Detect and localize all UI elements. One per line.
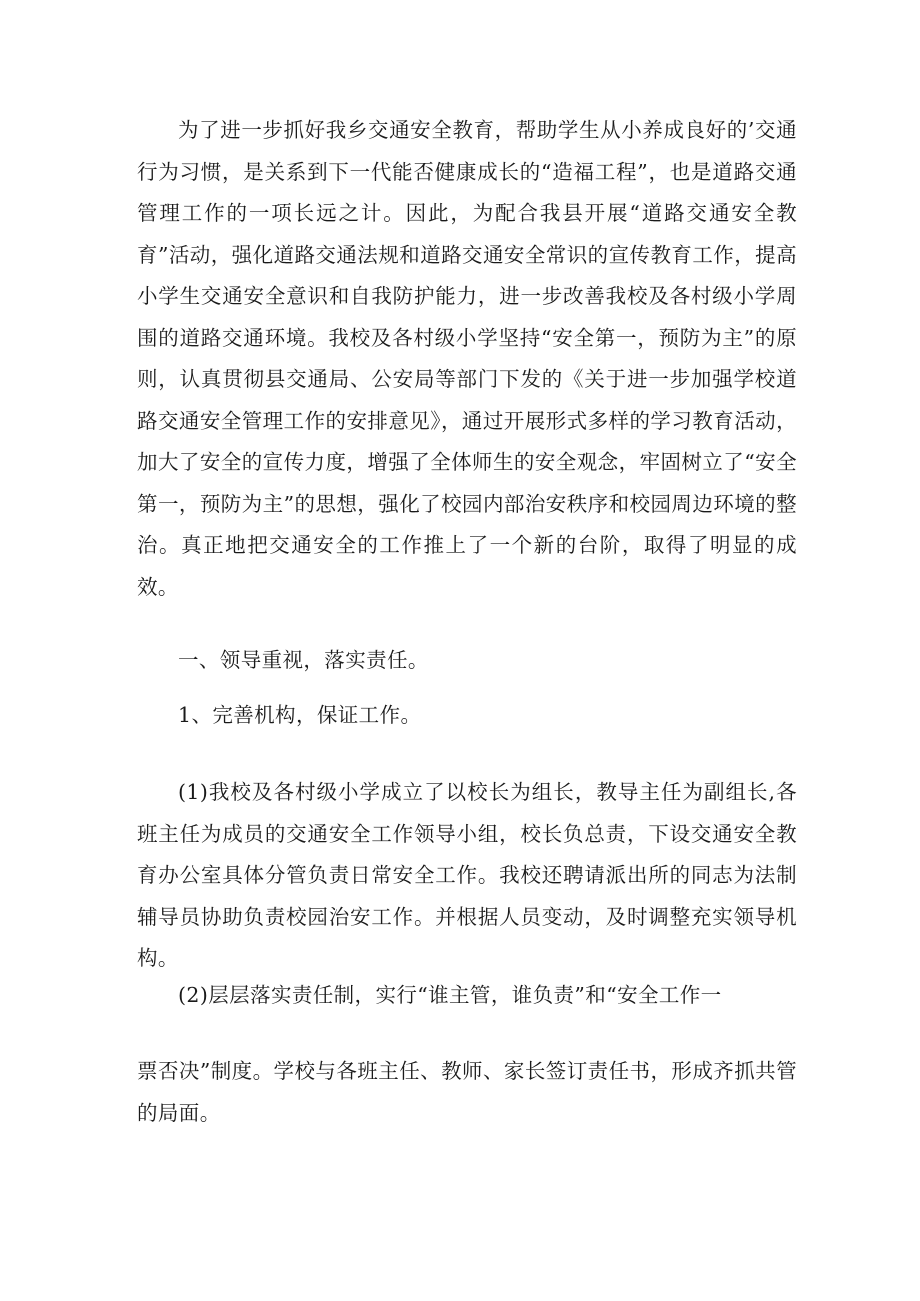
section-heading-leadership: 一、领导重视，落实责任。 <box>178 648 429 672</box>
subsection-heading-organization: 1、完善机构，保证工作。 <box>178 703 422 727</box>
item-2-paragraph-continued: 票否决”制度。学校与各班主任、教师、家长签订责任书，形成齐抓共管的局面。 <box>137 1059 797 1125</box>
item-1-paragraph: (1)我校及各村级小学成立了以校长为组长，教导主任为副组长,各班主任为成员的交通安全工作领导小组，校长负总责，下设交通安全教育办公室具体分管负责日常安全工作。我校还聘请派出所的同志为法制辅导员协助负责校园治安工作。并根据人员变动，及时调整充实领导机构。 <box>137 780 797 970</box>
item-2-paragraph-start: (2)层层落实责任制，实行“谁主管，谁负责”和“安全工作一 <box>178 983 722 1007</box>
intro-paragraph: 为了进一步抓好我乡交通安全教育，帮助学生从小养成良好的’交通行为习惯，是关系到下一代能否健康成长的“造福工程”，也是道路交通管理工作的一项长远之计。因此，为配合我县开展“道路交通安全教育”活动，强化道路交通法规和道路交通安全常识的宣传教育工作，提高小学生交通安全意识和自我防护能力，进一步改善我校及各村级小学周围的道路交通环境。我校及各村级小学坚持“安全第一，预防为主”的原则，认真贯彻县交通局、公安局等部门下发的《关于进一步加强学校道路交通安全管理工作的安排意见》，通过开展形式多样的学习教育活动，加大了安全的宣传力度，增强了全体师生的安全观念，牢固树立了“安全第一，预防为主”的思想，强化了校园内部治安秩序和校园周边环境的整治。真正地把交通安全的工作推上了一个新的台阶，取得了明显的成效。 <box>137 118 797 599</box>
